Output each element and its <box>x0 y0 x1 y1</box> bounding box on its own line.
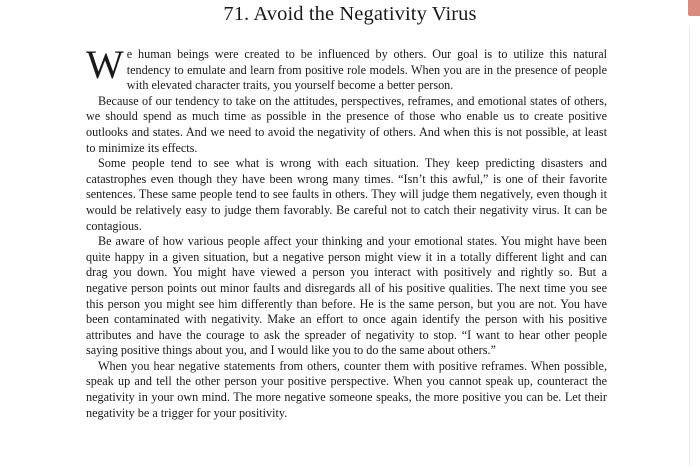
paragraph-1 <box>86 42 607 94</box>
paragraph-5: When you hear negative statements from others, counter them with positive reframes. When possible, speak up and tell the other person your positive perspective. When you cannot speak up, counteract the negativity in your own mind. The more negative someone speaks, the more positive you can be. Let their negativity be a trigger for your positivity. <box>86 358 607 420</box>
paragraph-2: Because of our tendency to take on the attitudes, perspectives, reframes, and emotional states of others, we should spend as much time as possible in the presence of those who enable us to create positive outlooks and states. And we need to avoid the negativity of others. And when this is not possible, at least to minimize its effects. <box>86 93 607 155</box>
drop-cap: W <box>86 42 124 87</box>
page-edge-divider <box>689 26 690 466</box>
paragraph-1-text: e human beings were created to be influenced by others. Our goal is to utilize this natural tendency to emulate and learn from positive role models. When you are in the presence of people with elevated character traits, you yourself become a better person. <box>126 47 607 93</box>
chapter-title: 71. Avoid the Negativity Virus <box>223 3 477 25</box>
paragraph-3: Some people tend to see what is wrong with each situation. They keep predicting disasters and catastrophes even though they have been wrong many times. “Isn’t this awful,” is one of their favorite sentences. These same people tend to see faults in others. They will judge them negatively, even though it would be relatively easy to judge them favorably. Be careful not to catch their negativity virus. It can be contagious. <box>86 156 607 233</box>
chapter-body <box>86 42 607 421</box>
paragraph-4: Be aware of how various people affect your thinking and your emotional states. You might have been quite happy in a given situation, but a negative person might view it in a totally different light and can drag you down. You might have viewed a person you interact with positively and rightly so. But a negative person points out minor faults and disregards all of his positive qualities. The next time you see this person you might see him differently than before. He is the same person, but you are not. You have been contaminated with negativity. Make an effort to once again identify the person with his positive attributes and have the courage to ask the spreader of negativity to stop. “I want to hear other people saying positive things about you, and I would like you to do the same about others.” <box>86 234 607 358</box>
